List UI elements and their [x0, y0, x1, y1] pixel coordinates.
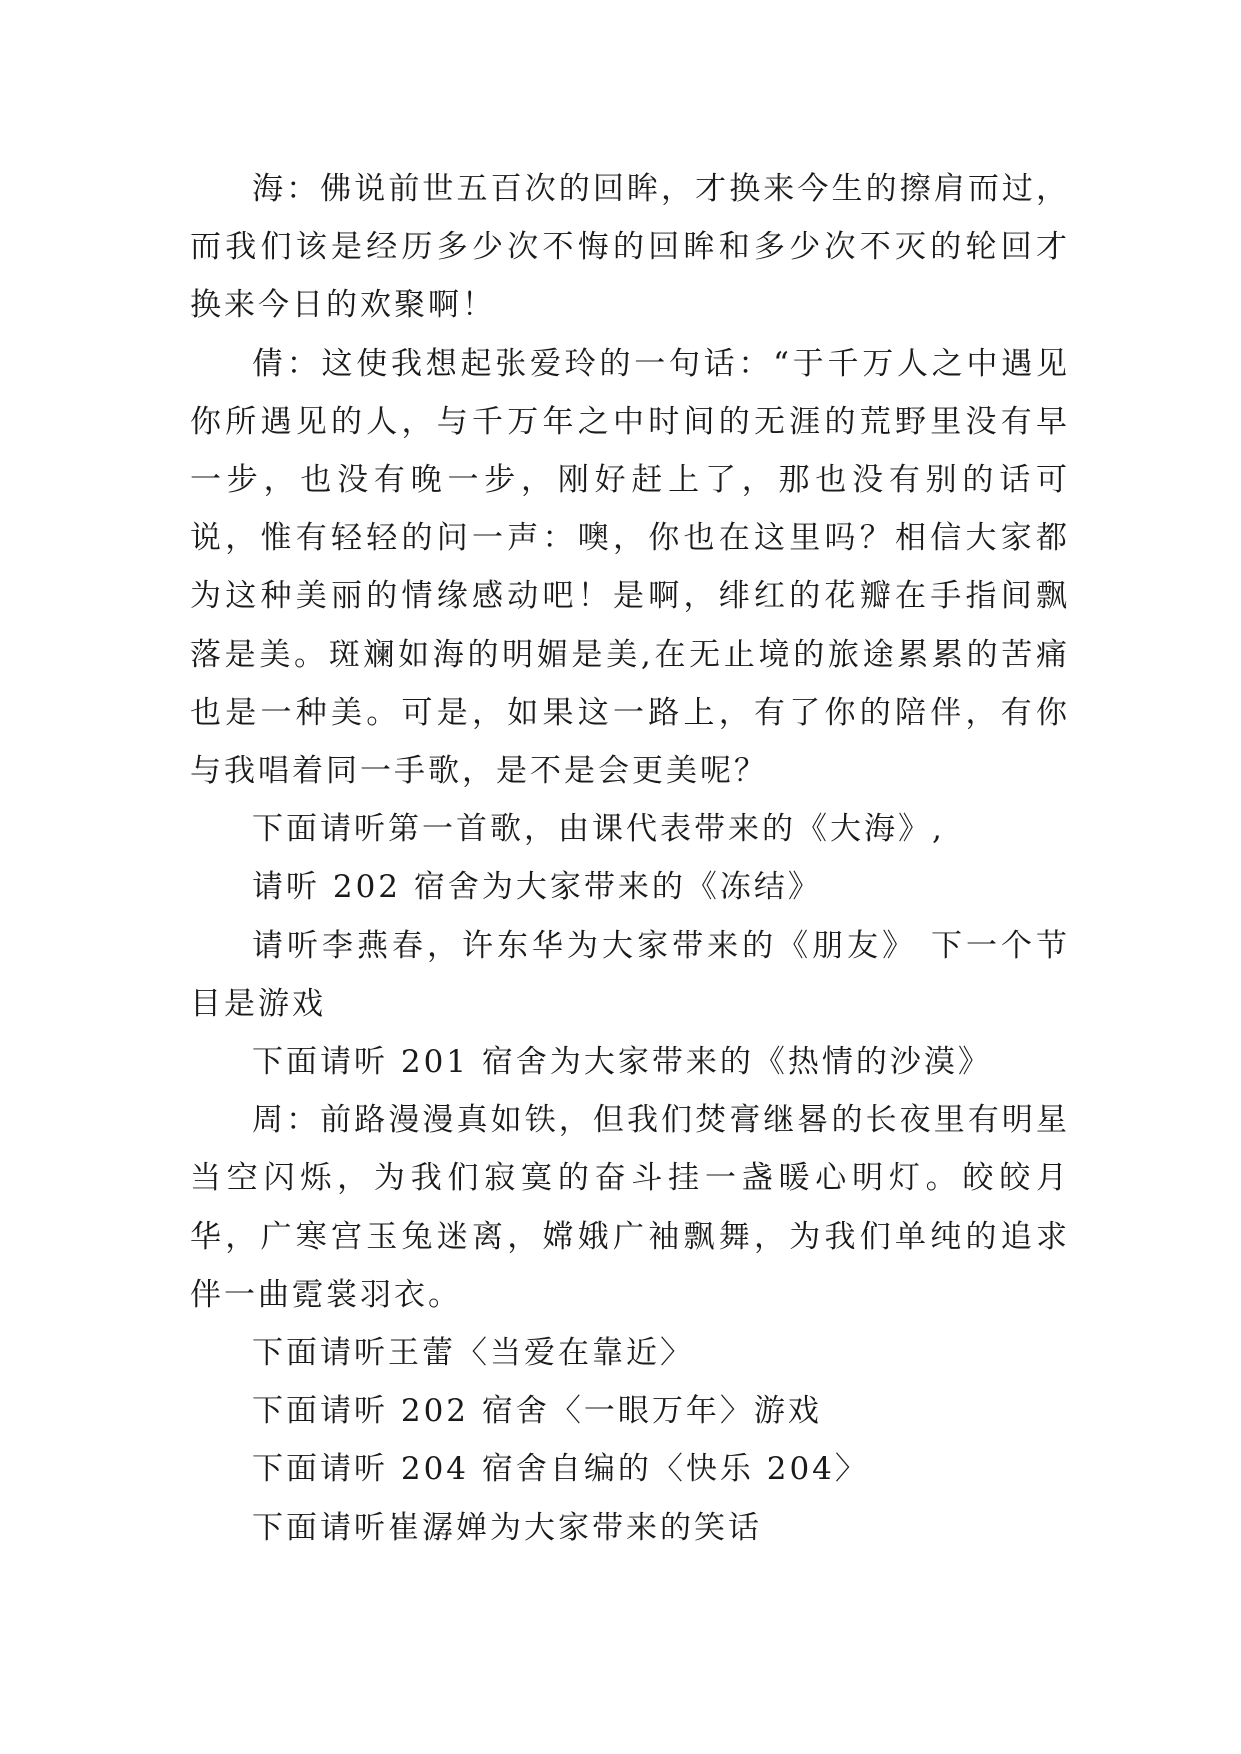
paragraph-qian-quote: 倩：这使我想起张爱玲的一句话：“于千万人之中遇见你所遇见的人，与千万年之中时间的无涯的荒野里没有早一步，也没有晚一步，刚好赶上了，那也没有别的话可说，惟有轻轻的问一声：噢，你也在这里吗？相信大家都为这种美丽的情缘感动吧！是啊，绯红的花瓣在手指间飘落是美。斑斓如海的明媚是美,在无止境的旅途累累的苦痛也是一种美。可是，如果这一路上，有了你的陪伴，有你与我唱着同一手歌，是不是会更美呢？ — [190, 345, 1070, 790]
paragraph-joke: 下面请听崔潺婵为大家带来的笑话 — [252, 1509, 762, 1546]
paragraph-hai-intro: 海：佛说前世五百次的回眸，才换来今生的擦肩而过，而我们该是经历多少次不悔的回眸和多少次不灭的轮回才换来今日的欢聚啊！ — [190, 171, 1070, 324]
paragraph-song-dongjie: 请听 202 宿舍为大家带来的《冻结》 — [252, 869, 822, 906]
paragraph-song-pengyou: 请听李燕春，许东华为大家带来的《朋友》 下一个节目是游戏 — [190, 927, 1070, 1022]
paragraph-song-kuaile: 下面请听 204 宿舍自编的〈快乐 204〉 — [252, 1451, 869, 1488]
paragraph-song-dahai: 下面请听第一首歌，由课代表带来的《大海》, — [252, 811, 945, 848]
paragraph-song-kaojin: 下面请听王蕾〈当爱在靠近〉 — [252, 1335, 694, 1372]
paragraph-song-shamo: 下面请听 201 宿舍为大家带来的《热情的沙漠》 — [252, 1044, 992, 1081]
document-body — [190, 160, 1070, 1557]
paragraph-zhou-intro: 周：前路漫漫真如铁，但我们焚膏继晷的长夜里有明星当空闪烁，为我们寂寞的奋斗挂一盏暖心明灯。皎皎月华，广寒宫玉兔迷离，嫦娥广袖飘舞，为我们单纯的追求伴一曲霓裳羽衣。 — [190, 1102, 1070, 1313]
paragraph-song-yiyanwannian: 下面请听 202 宿舍〈一眼万年〉游戏 — [252, 1393, 822, 1430]
